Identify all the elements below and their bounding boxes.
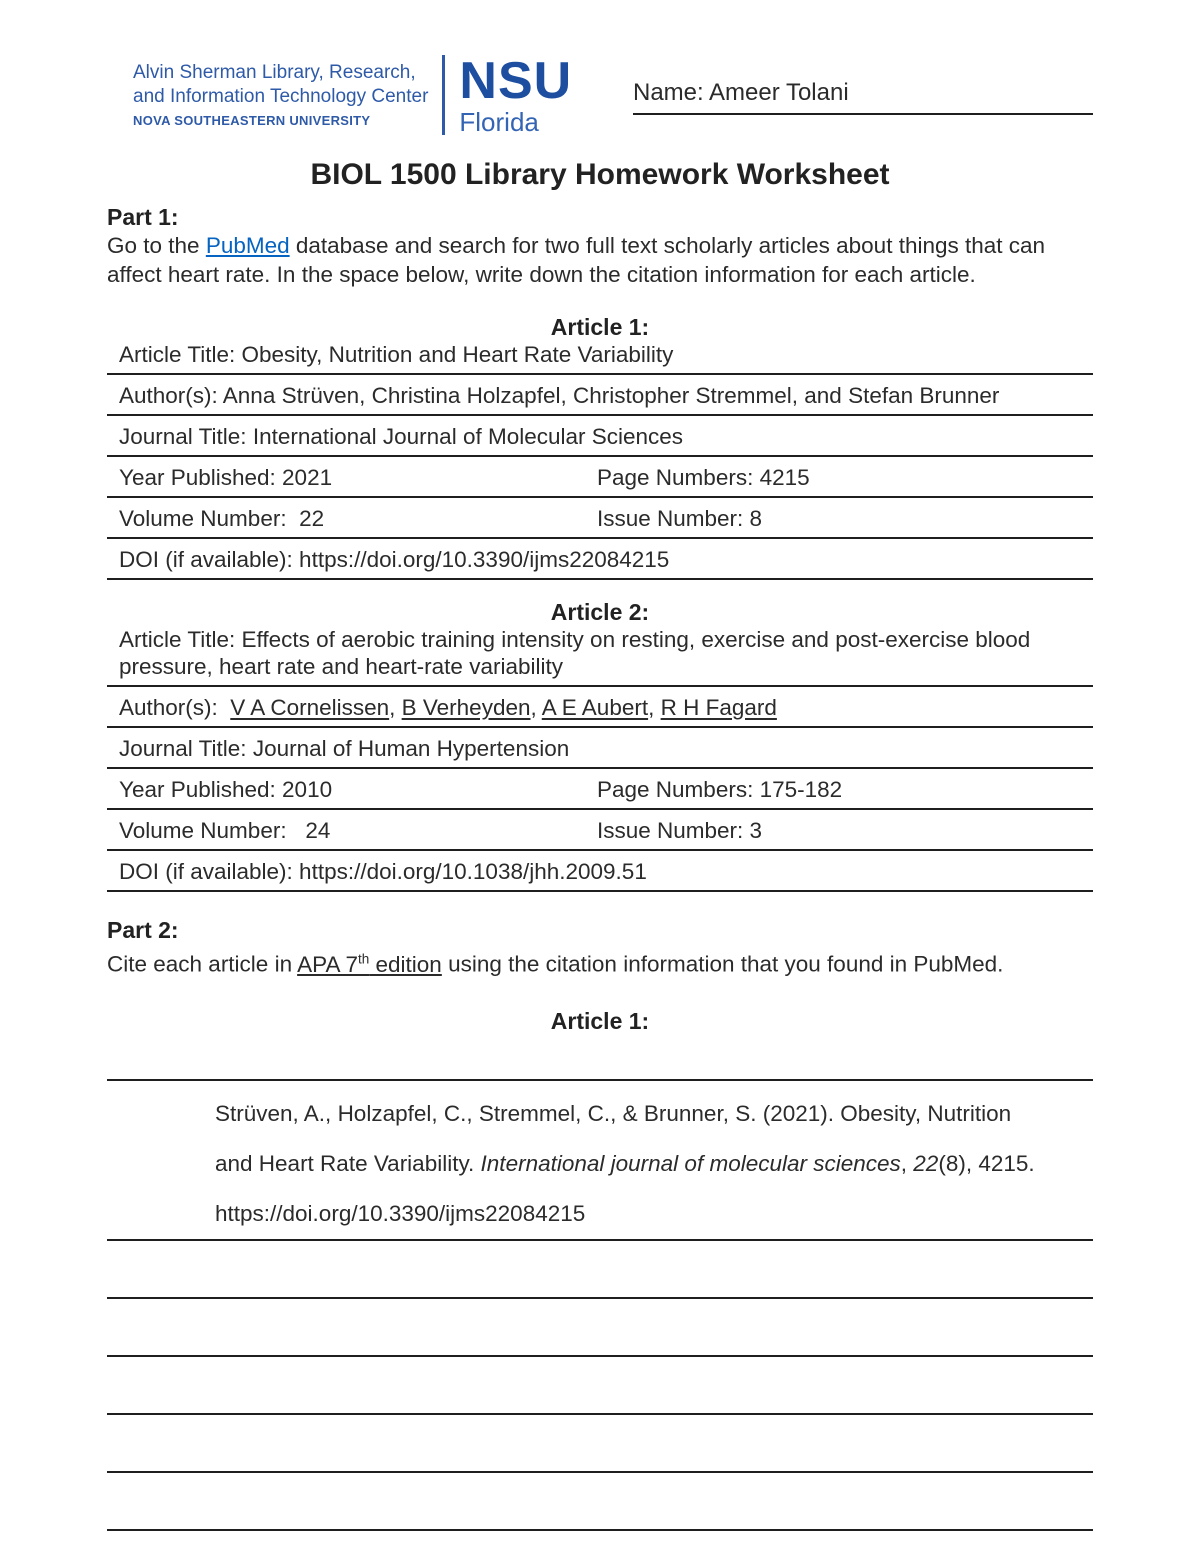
library-line-2: and Information Technology Center	[133, 85, 429, 107]
apa-suffix: edition	[369, 951, 442, 977]
ruled-line	[107, 1297, 1093, 1299]
name-label: Name:	[633, 79, 710, 106]
article1-page-numbers: Page Numbers: 4215	[597, 465, 810, 490]
citation-line2-mid: ,	[900, 1150, 914, 1176]
nsu-florida-label: Florida	[459, 107, 539, 137]
nsu-letters: NSU	[459, 52, 573, 110]
citation-article1	[107, 1089, 1093, 1239]
part1-text-before: Go to the	[107, 233, 206, 258]
citation-line-3: https://doi.org/10.3390/ijms22084215	[215, 1200, 586, 1226]
article2-author-3: A E Aubert	[541, 695, 649, 720]
article2-doi-row: DOI (if available): https://doi.org/10.1038/jhh.2009.51	[107, 858, 1093, 892]
name-value: Ameer Tolani	[709, 79, 849, 106]
article2-author-4: R H Fagard	[660, 695, 777, 720]
article2-fields	[107, 626, 1093, 892]
citation-article1-heading: Article 1:	[550, 1007, 650, 1034]
article2-authors-label: Author(s):	[119, 695, 231, 720]
article2-authors-row	[107, 694, 1093, 728]
header	[107, 52, 1093, 137]
author-separator: ,	[530, 695, 542, 720]
article1-volume-issue-row	[107, 505, 1093, 539]
page-title: BIOL 1500 Library Homework Worksheet	[310, 158, 890, 191]
citation-journal-name: International journal of molecular sciences	[480, 1150, 901, 1176]
part2-heading: Part 2:	[107, 917, 179, 943]
apa-prefix: APA 7	[297, 951, 358, 977]
article1-fields	[107, 341, 1093, 580]
citation-line-2	[215, 1139, 1093, 1189]
nsu-mark	[459, 52, 573, 137]
article2-year-page-row	[107, 776, 1093, 810]
article1-title-row: Article Title: Obesity, Nutrition and Heart Rate Variability	[107, 341, 1093, 375]
article1-year-page-row	[107, 464, 1093, 498]
article2-volume-number: Volume Number: 24	[119, 818, 331, 843]
article2-volume-issue-row	[107, 817, 1093, 851]
article1-journal-row: Journal Title: International Journal of Molecular Sciences	[107, 423, 1093, 457]
part2-text-before: Cite each article in	[107, 951, 298, 977]
nsu-logo	[133, 52, 573, 137]
article2-heading: Article 2:	[550, 599, 650, 625]
article1-heading: Article 1:	[550, 314, 650, 340]
author-separator: ,	[389, 695, 402, 720]
blank-ruled-lines	[107, 1239, 1093, 1531]
article1-authors-row: Author(s): Anna Strüven, Christina Holzapfel, Christopher Stremmel, and Stefan Brunner	[107, 382, 1093, 416]
citation-line2-end: (8), 4215.	[938, 1150, 1035, 1176]
citation-line2-plain: and Heart Rate Variability.	[215, 1150, 481, 1176]
university-name: NOVA SOUTHEASTERN UNIVERSITY	[133, 112, 371, 128]
ruled-line	[107, 1079, 1093, 1081]
article2-year-published: Year Published: 2010	[119, 777, 333, 802]
article2-author-2: B Verheyden	[401, 695, 531, 720]
article2-author-1: V A Cornelissen	[230, 695, 390, 720]
part1-instructions	[107, 231, 1093, 289]
article1-issue-number: Issue Number: 8	[597, 506, 763, 531]
article2-page-numbers: Page Numbers: 175-182	[597, 777, 843, 802]
ruled-line	[107, 1529, 1093, 1531]
part1-heading: Part 1:	[107, 204, 179, 230]
apa-edition-phrase	[297, 952, 442, 977]
part2-text-after: using the citation information that you found in PubMed.	[441, 951, 1004, 977]
ruled-line	[107, 1471, 1093, 1473]
apa-superscript: th	[358, 951, 370, 966]
citation-volume: 22	[913, 1150, 939, 1176]
citation-line-1: Strüven, A., Holzapfel, C., Stremmel, C., & Brunner, S. (2021). Obesity, Nutrition	[215, 1100, 1012, 1126]
pubmed-link[interactable]: PubMed	[205, 233, 290, 258]
author-separator: ,	[648, 695, 661, 720]
name-field	[633, 79, 1093, 115]
article2-title-row: Article Title: Effects of aerobic training intensity on resting, exercise and post-exercise blood pressure, heart rate and heart-rate variability	[107, 626, 1093, 687]
part1-text-after: database and search for two full text scholarly articles about things that can affect heart rate. In the space below, write down the citation information for each article.	[107, 233, 1052, 287]
library-wordmark	[133, 61, 428, 128]
ruled-line	[107, 1413, 1093, 1415]
article1-doi-row: DOI (if available): https://doi.org/10.3390/ijms22084215	[107, 546, 1093, 580]
ruled-line	[107, 1239, 1093, 1241]
part2-instructions	[107, 944, 1093, 979]
logo-divider	[442, 55, 445, 135]
ruled-line	[107, 1355, 1093, 1357]
article1-year-published: Year Published: 2021	[119, 465, 333, 490]
article2-journal-row: Journal Title: Journal of Human Hypertension	[107, 735, 1093, 769]
article1-volume-number: Volume Number: 22	[119, 506, 325, 531]
article2-issue-number: Issue Number: 3	[597, 818, 763, 843]
library-line-1: Alvin Sherman Library, Research,	[133, 62, 416, 84]
